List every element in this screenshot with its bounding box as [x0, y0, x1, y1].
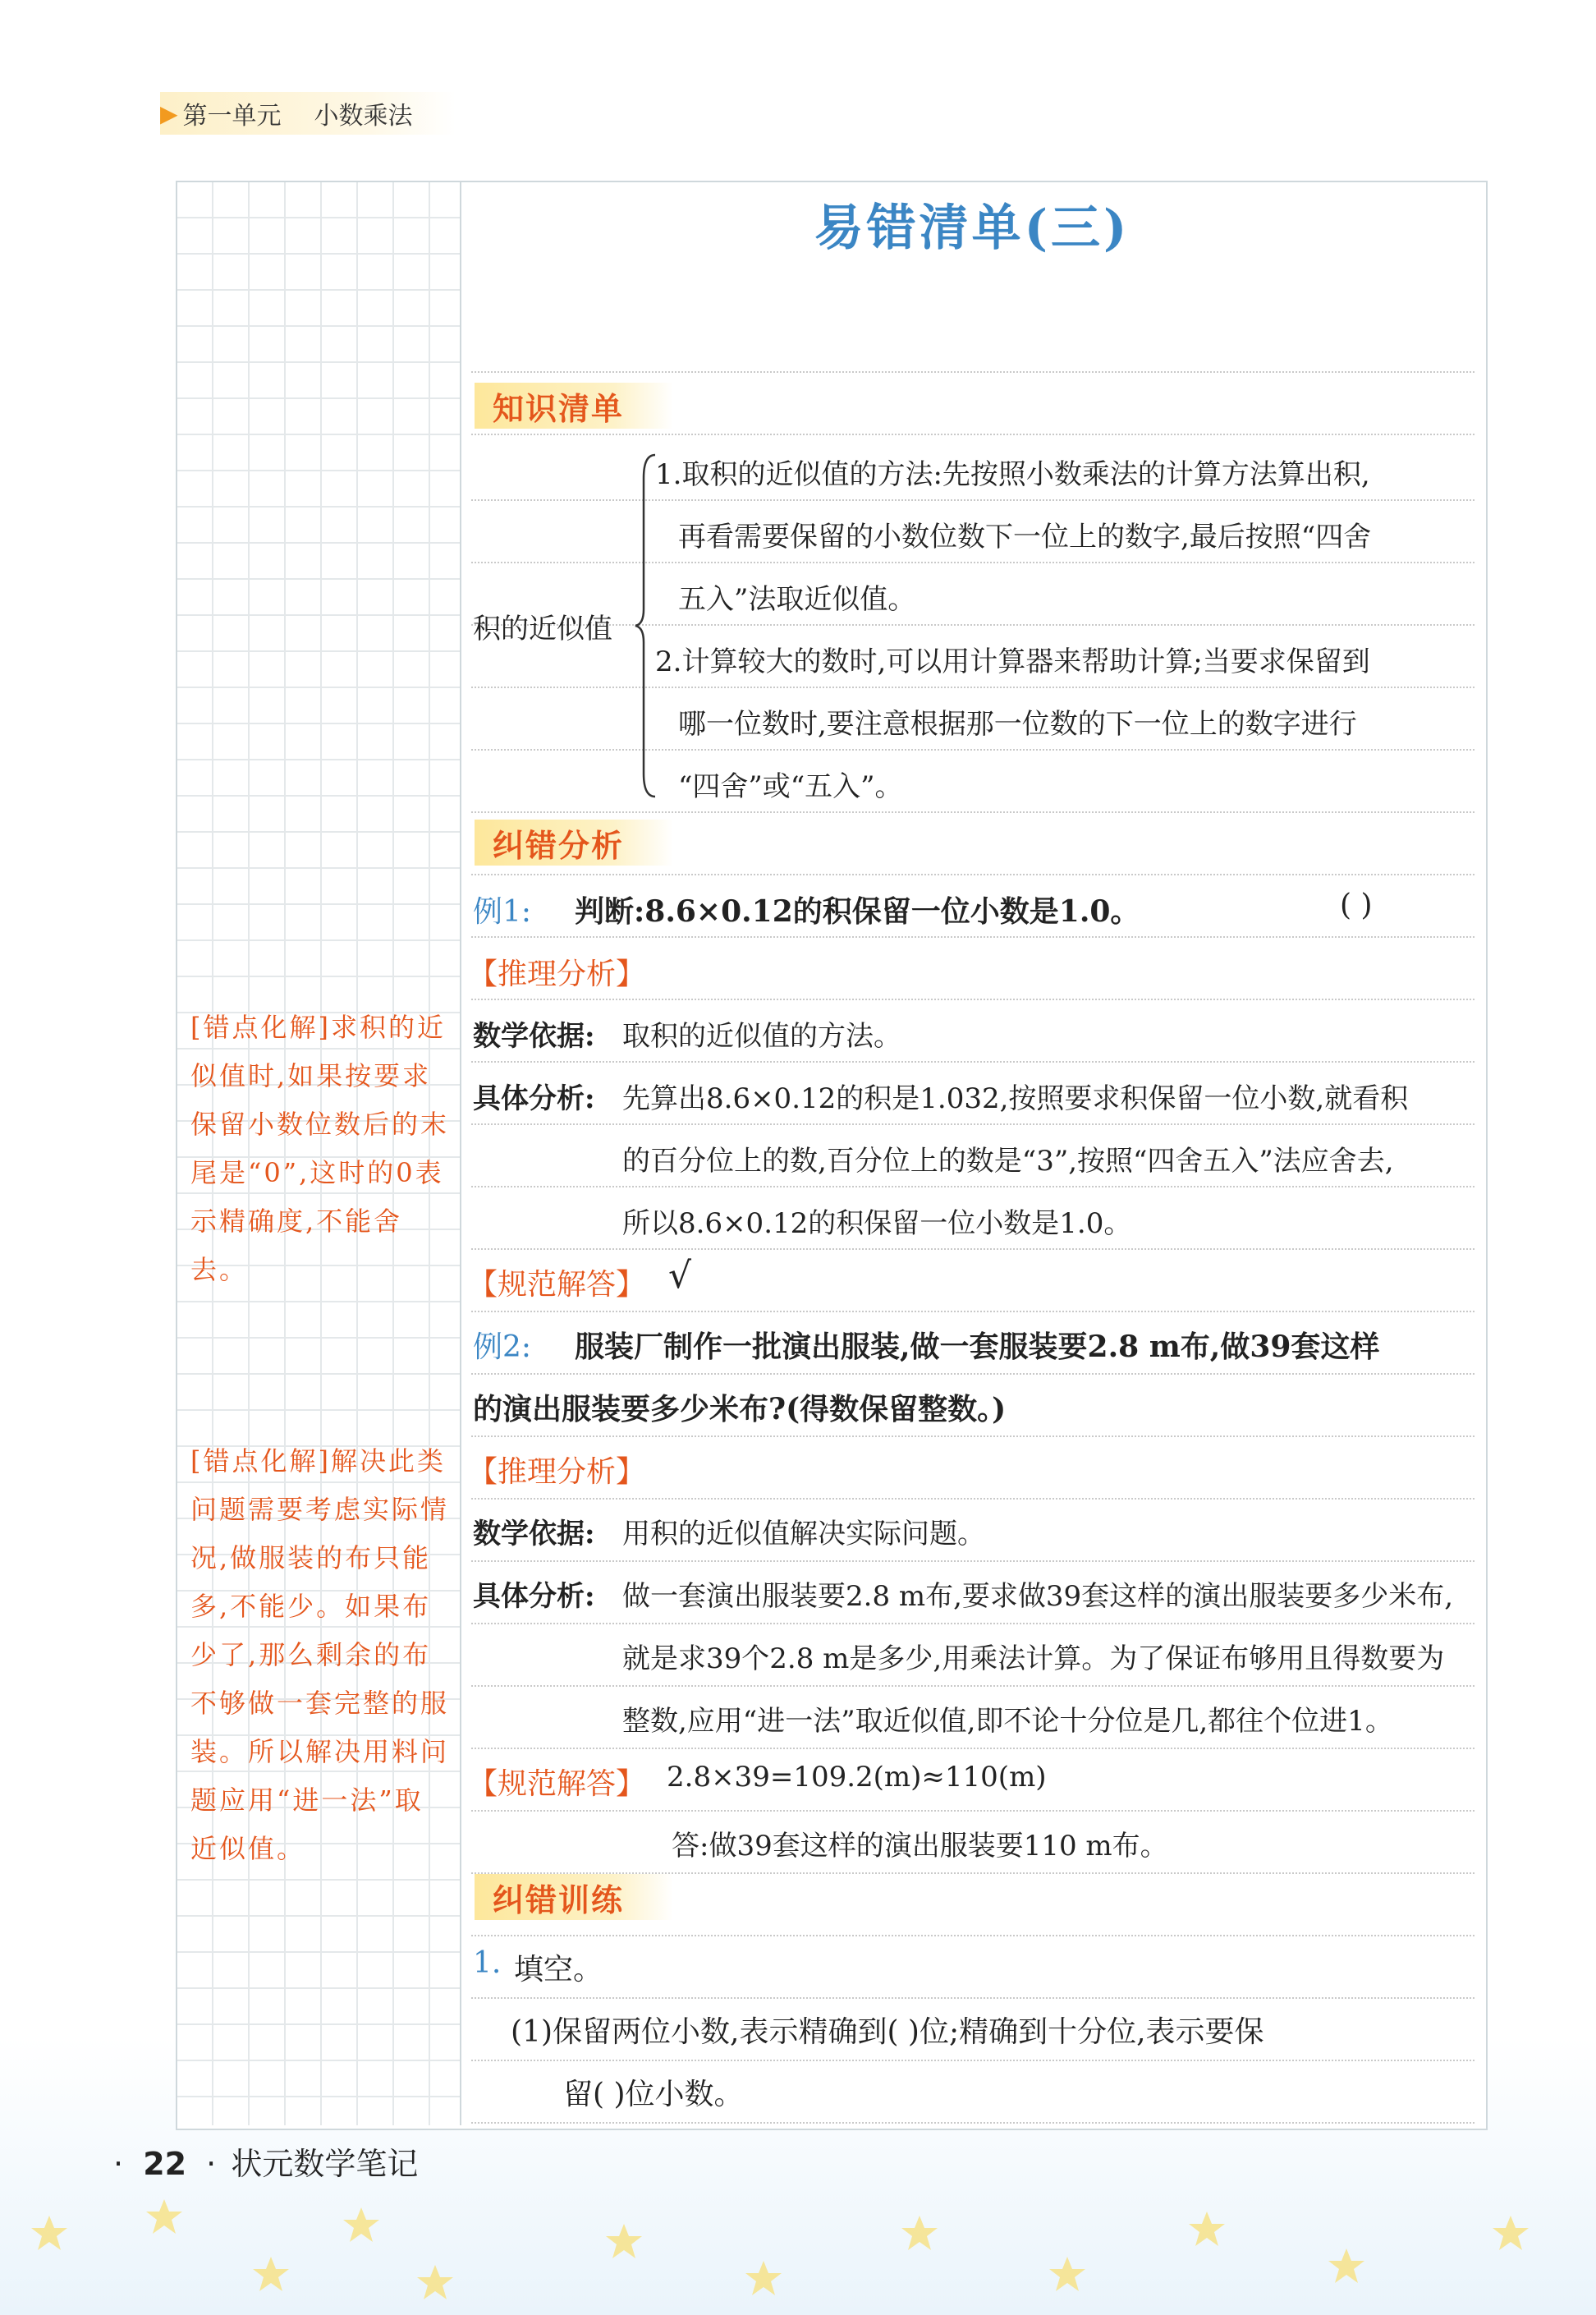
page-number: 22 — [143, 2146, 187, 2182]
rule-line — [471, 434, 1474, 435]
rule-line — [471, 499, 1474, 501]
rule-line — [471, 624, 1474, 626]
example1-answer: √ — [668, 1255, 692, 1297]
example1-question: 判断:8.6×0.12的积保留一位小数是1.0。 — [575, 894, 1140, 929]
footer-dot-left: · — [113, 2146, 124, 2182]
example1-answer-blank: ( ) — [1340, 889, 1373, 922]
example2-answer-text: 答:做39套这样的演出服装要110 m布。 — [672, 1830, 1168, 1863]
example1-analysis-label: 具体分析: — [473, 1082, 595, 1115]
star-icon — [1493, 2216, 1529, 2250]
knowledge-point1-line3: 五入”法取近似值。 — [678, 583, 916, 616]
section-training-heading: 纠错训练 — [475, 1874, 673, 1920]
knowledge-point1-line2: 再看需要保留的小数位数下一位上的数字,最后按照“四舍 — [678, 521, 1372, 553]
rule-line — [471, 1685, 1474, 1687]
star-icon — [1328, 2248, 1364, 2283]
example2-question-line2: 的演出服装要多少米布?(得数保留整数。) — [473, 1392, 1007, 1426]
rule-line — [471, 1061, 1474, 1063]
knowledge-point2-line1: 2.计算较大的数时,可以用计算器来帮助计算;当要求保留到 — [655, 645, 1370, 678]
example1-basis-label: 数学依据: — [473, 1020, 595, 1053]
example2-basis: 用积的近似值解决实际问题。 — [622, 1518, 985, 1550]
rule-line — [471, 1997, 1474, 1999]
rule-line — [471, 1373, 1474, 1375]
star-icon — [31, 2216, 67, 2250]
example2-answer-tag: 【规范解答】 — [468, 1767, 646, 1801]
star-icon — [253, 2257, 289, 2291]
rule-line — [471, 1935, 1474, 1936]
example1-basis: 取积的近似值的方法。 — [622, 1020, 901, 1053]
example1-answer-tag: 【规范解答】 — [468, 1268, 646, 1302]
section-analysis-heading: 纠错分析 — [475, 820, 673, 866]
rule-line — [471, 1435, 1474, 1437]
example1-label: 例1: — [473, 895, 532, 929]
rule-line — [471, 2060, 1474, 2061]
side-note-2: [错点化解]解决此类问题需要考虑实际情况,做服装的布只能多,不能少。如果布少了,那么剩余的布不够做一套完整的服装。所以解决用料问题应用“进一法”取近似值。 — [190, 1445, 450, 1864]
example2-label: 例2: — [473, 1330, 532, 1364]
star-icon — [1049, 2257, 1085, 2291]
rule-line — [471, 1560, 1474, 1562]
knowledge-point2-line2: 哪一位数时,要注意根据那一位数的下一位上的数字进行 — [678, 708, 1357, 741]
rule-line — [471, 1810, 1474, 1812]
star-icon — [1189, 2212, 1225, 2246]
rule-line — [471, 687, 1474, 688]
example2-analysis-line1: 做一套演出服装要2.8 m布,要求做39套这样的演出服装要多少米布, — [622, 1580, 1453, 1613]
example2-answer-calc: 2.8×39=109.2(m)≈110(m) — [667, 1761, 1047, 1794]
example2-analysis-label: 具体分析: — [473, 1580, 595, 1613]
topic-label: 小数乘法 — [314, 102, 413, 131]
page-footer — [113, 2138, 418, 2184]
decorative-stars — [0, 2184, 1596, 2315]
rule-line — [471, 811, 1474, 813]
section-knowledge-heading: 知识清单 — [475, 383, 673, 429]
knowledge-point2-line3: “四舍”或“五入”。 — [678, 770, 903, 803]
training-q1-sub-line1: (1)保留两位小数,表示精确到( )位;精确到十分位,表示要保 — [511, 2015, 1264, 2049]
example1-analysis-line2: 的百分位上的数,百分位上的数是“3”,按照“四舍五入”法应舍去, — [622, 1145, 1394, 1178]
example2-question-line1: 服装厂制作一批演出服装,做一套服装要2.8 m布,做39套这样 — [575, 1330, 1380, 1364]
example1-analysis-line1: 先算出8.6×0.12的积是1.032,按照要求积保留一位小数,就看积 — [622, 1082, 1409, 1115]
triangle-icon: ▶ — [160, 99, 178, 127]
curly-brace-icon — [634, 453, 657, 798]
example1-analysis-line3: 所以8.6×0.12的积保留一位小数是1.0。 — [622, 1207, 1132, 1240]
rule-line — [471, 1498, 1474, 1500]
example2-basis-label: 数学依据: — [473, 1518, 595, 1550]
star-icon — [745, 2261, 782, 2295]
rule-line — [471, 2122, 1474, 2124]
example2-analysis-line2: 就是求39个2.8 m是多少,用乘法计算。为了保证布够用且得数要为 — [622, 1642, 1445, 1675]
star-icon — [606, 2224, 642, 2258]
rule-line — [471, 936, 1474, 938]
page-title: 易错清单(三) — [814, 200, 1130, 257]
rule-line — [471, 1311, 1474, 1312]
rule-line — [471, 749, 1474, 751]
star-icon — [417, 2265, 453, 2299]
star-icon — [901, 2216, 938, 2250]
unit-label: 第一单元 — [182, 102, 282, 131]
rule-line — [471, 562, 1474, 563]
example1-reasoning-tag: 【推理分析】 — [468, 958, 646, 991]
knowledge-point1-line1: 1.取积的近似值的方法:先按照小数乘法的计算方法算出积, — [655, 458, 1370, 491]
example2-reasoning-tag: 【推理分析】 — [468, 1455, 646, 1489]
rule-line — [471, 1123, 1474, 1125]
knowledge-topic-label: 积的近似值 — [473, 613, 612, 645]
book-title: 状元数学笔记 — [231, 2146, 419, 2182]
rule-line — [471, 371, 1474, 373]
footer-dot-right: · — [206, 2146, 217, 2182]
example2-analysis-line3: 整数,应用“进一法”取近似值,即不论十分位是几,都往个位进1。 — [622, 1705, 1393, 1738]
rule-line — [471, 1748, 1474, 1749]
rule-line — [471, 1186, 1474, 1187]
training-q1-number: 1. — [473, 1946, 502, 1980]
rule-line — [471, 1248, 1474, 1250]
rule-line — [471, 874, 1474, 875]
side-note-1: [错点化解]求积的近似值时,如果按要求保留小数位数后的末尾是“0”,这时的0表示精确度,不能舍去。 — [190, 1012, 450, 1285]
star-icon — [146, 2199, 182, 2234]
star-icon — [343, 2207, 379, 2242]
unit-header — [160, 92, 456, 135]
rule-line — [471, 999, 1474, 1000]
rule-line — [471, 1623, 1474, 1624]
training-q1-sub-line2: 留( )位小数。 — [563, 2078, 744, 2111]
training-q1-title: 填空。 — [514, 1953, 603, 1987]
